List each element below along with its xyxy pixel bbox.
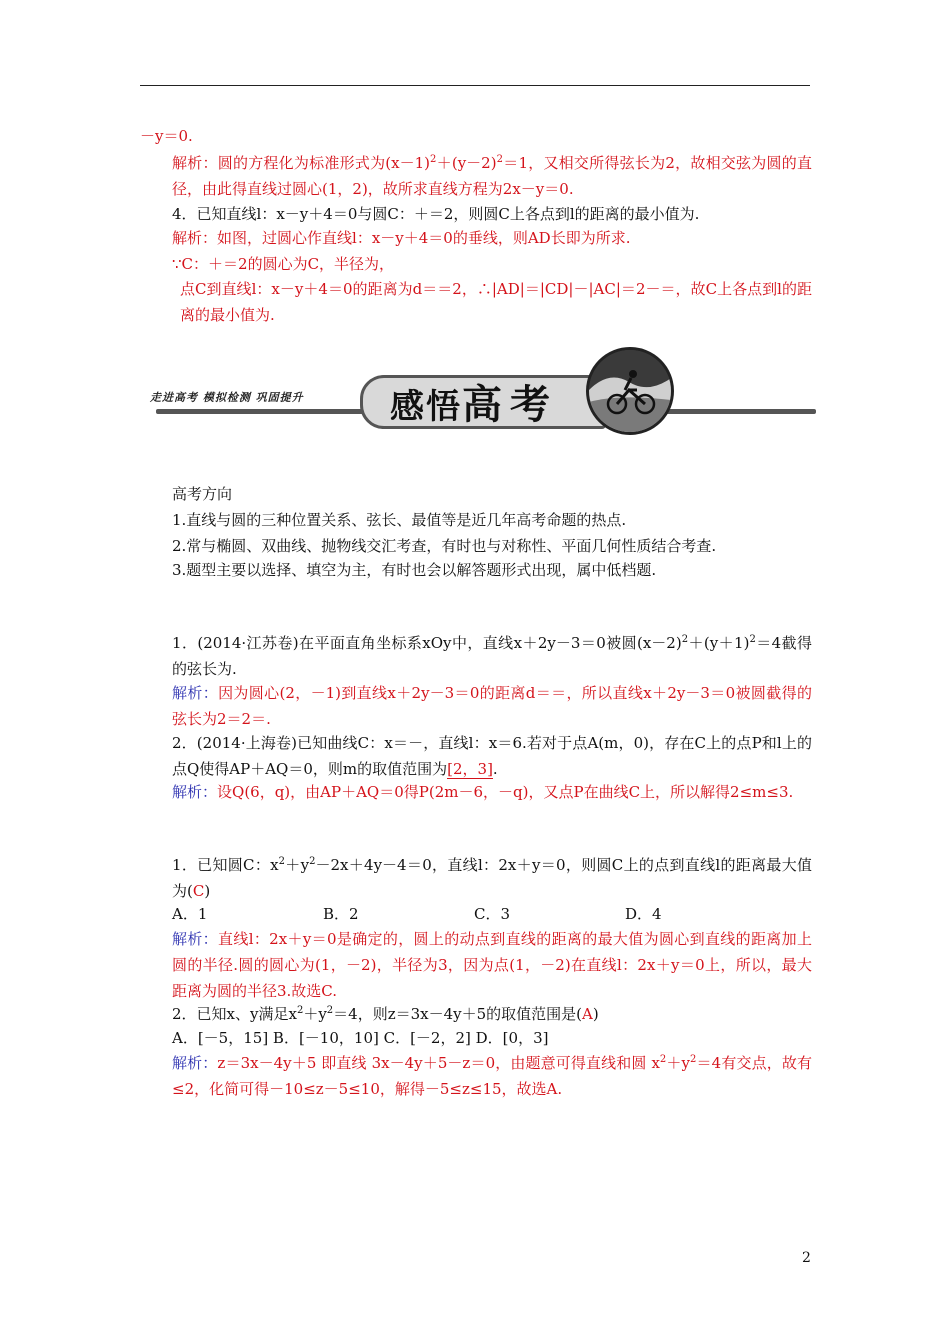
direction-item: 1.直线与圆的三种位置关系、弦长、最值等是近几年高考命题的热点. bbox=[172, 511, 627, 529]
practice-solution-1: 解析：直线l：2x＋y＝0是确定的，圆上的动点到直线的距离的最大值为圆心到直线的距离加上圆的半径.圆的圆心为(1，－2)，半径为3，因为点(1，－2)在直线l：2x＋y＝0上，所以，最大距离为圆的半径3.故选C. bbox=[172, 930, 812, 1000]
practice-options-1: A．1 B．2 C．3 D．4 bbox=[172, 905, 662, 923]
cyclist-icon bbox=[586, 347, 674, 435]
direction-item: 2.常与椭圆、双曲线、抛物线交汇考查，有时也与对称性、平面几何性质结合考查. bbox=[172, 537, 717, 555]
exam-solution-1: 解析：因为圆心(2，－1)到直线x＋2y－3＝0的距离d＝＝，所以直线x＋2y－3＝0被圆截得的弦长为2＝2＝. bbox=[172, 684, 812, 728]
practice-solution-2: 解析：z＝3x－4y＋5 即直线 3x－4y＋5－z＝0，由题意可得直线和圆 $x^2+y^2=4$有交点，故有≤2，化简可得－10≤z－5≤10，解得－5≤z≤15，故选A. bbox=[172, 1054, 813, 1098]
exam-solution-2: 解析：设Q(6，q)，由AP＋AQ＝0得P(2m－6，－q)，又点P在曲线C上，所以解得2≤m≤3. bbox=[172, 783, 794, 801]
solution-4-line2: ∵C：＋＝2的圆心为C，半径为， bbox=[172, 255, 395, 273]
direction-heading: 高考方向 bbox=[172, 485, 233, 503]
header-rule bbox=[140, 85, 810, 86]
page-number: 2 bbox=[802, 1250, 811, 1266]
practice-options-2: A．[－5，15] B．[－10，10] C．[－2，2] D．[0，3] bbox=[172, 1029, 549, 1047]
continuation-line: －y＝0. bbox=[140, 127, 193, 145]
practice-question-2: 2．已知x、y满足$x^2+y^2=4$，则z＝3x－4y＋5的取值范围是(A) bbox=[172, 1005, 599, 1023]
answer-box: [2，3] bbox=[447, 760, 493, 778]
banner-title: 感悟高考 bbox=[390, 381, 558, 428]
exam-question-2: 2．(2014·上海卷)已知曲线C：x＝－，直线l：x＝6.若对于点A(m，0)，存在C上的点P和l上的点Q使得AP＋AQ＝0，则m的取值范围为[2，3]. bbox=[172, 734, 812, 778]
exam-question-1: 1．(2014·江苏卷)在平面直角坐标系xOy中，直线x＋2y－3＝0被圆$(x-2)^2+(y+1)^2=4$截得的弦长为. bbox=[172, 634, 812, 678]
direction-item: 3.题型主要以选择、填空为主，有时也会以解答题形式出现，属中低档题. bbox=[172, 561, 657, 579]
section-banner bbox=[150, 345, 820, 428]
banner-subtitle: 走进高考 模拟检测 巩固提升 bbox=[150, 391, 304, 404]
solution-4: 解析：如图，过圆心作直线l：x－y＋4＝0的垂线，则AD长即为所求. bbox=[172, 229, 631, 247]
solution-3: 解析：圆的方程化为标准形式为$(x-1)^2+(y-2)^2=1$，又相交所得弦长为2，故相交弦为圆的直径，由此得直线过圆心(1，2)，故所求直线方程为2x－y＝0. bbox=[172, 154, 812, 198]
practice-question-1: 1．已知圆C：$x^2+y^2-2x+4y-4=0$，直线l：2x＋y＝0，则圆C上的点到直线l的距离最大值为(C) bbox=[172, 856, 813, 900]
solution-4-line3: 点C到直线l：x－y＋4＝0的距离为d＝＝2，∴|AD|＝|CD|－|AC|＝2－＝，故C上各点到l的距离的最小值为. bbox=[180, 280, 812, 324]
question-4: 4．已知直线l：x－y＋4＝0与圆C：＋＝2，则圆C上各点到l的距离的最小值为. bbox=[172, 205, 700, 223]
